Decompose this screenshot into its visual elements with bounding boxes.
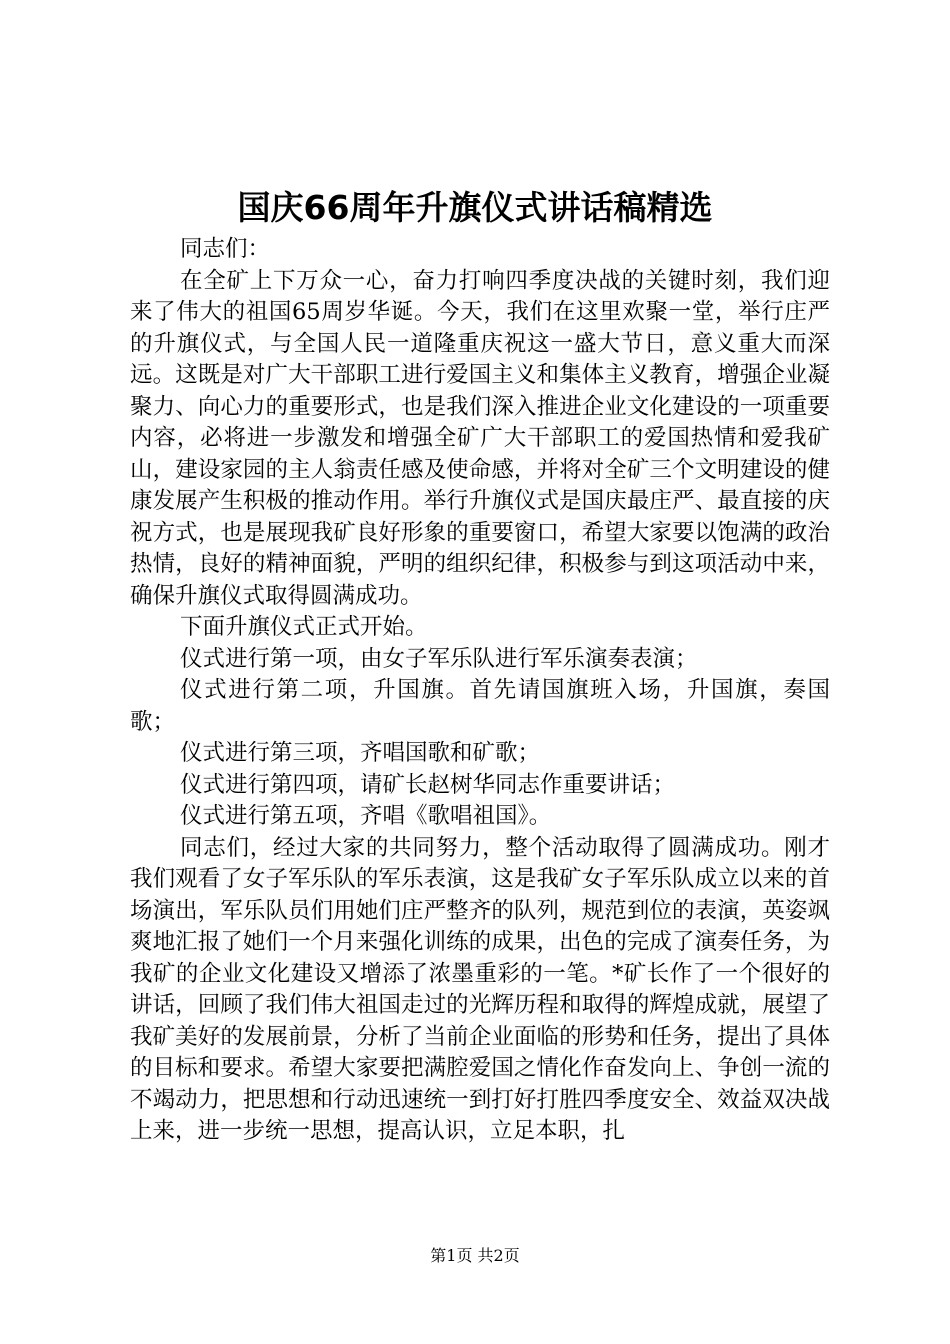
closing-paragraph: 同志们，经过大家的共同努力，整个活动取得了圆满成功。刚才我们观看了女子军乐队的军乐表演，这是我矿女子军乐队成立以来的首场演出，军乐队员们用她们庄严整齐的队列，规范到位的表演，英姿飒爽地汇报了她们一个月来强化训练的成果，出色的完成了演奏任务，为我矿的企业文化建设又增添了浓墨重彩的一笔。*矿长作了一个很好的讲话，回顾了我们伟大祖国走过的光辉历程和取得的辉煌成就，展望了我矿美好的发展前景，分析了当前企业面临的形势和任务，提出了具体的目标和要求。希望大家要把满腔爱国之情化作奋发向上、争创一流的不竭动力，把思想和行动迅速统一到打好打胜四季度安全、效益双决战上来，进一步统一思想，提高认识，立足本职，扎 bbox=[130, 834, 830, 1144]
ceremony-step-1: 仪式进行第一项，由女子军乐队进行军乐演奏表演； bbox=[180, 645, 698, 672]
page-number: 第1页 共2页 bbox=[430, 1246, 520, 1265]
ceremony-step-2: 仪式进行第二项，升国旗。首先请国旗班入场，升国旗，奏国歌； bbox=[130, 677, 830, 735]
opening-paragraph: 在全矿上下万众一心，奋力打响四季度决战的关键时刻，我们迎来了伟大的祖国65周岁华诞。今天，我们在这里欢聚一堂，举行庄严的升旗仪式，与全国人民一道隆重庆祝这一盛大节日，意义重大而深远。这既是对广大干部职工进行爱国主义和集体主义教育，增强企业凝聚力、向心力的重要形式，也是我们深入推进企业文化建设的一项重要内容，必将进一步激发和增强全矿广大干部职工的爱国热情和爱我矿山，建设家园的主人翁责任感及使命感，并将对全矿三个文明建设的健康发展产生积极的推动作用。举行升旗仪式是国庆最庄严、最直接的庆祝方式，也是展现我矿良好形象的重要窗口，希望大家要以饱满的政治热情，良好的精神面貌，严明的组织纪律，积极参与到这项活动中来，确保升旗仪式取得圆满成功。 bbox=[130, 267, 830, 609]
ceremony-step-4: 仪式进行第四项，请矿长赵树华同志作重要讲话； bbox=[180, 771, 676, 798]
greeting-paragraph: 同志们： bbox=[180, 236, 271, 262]
ceremony-step-3: 仪式进行第三项，齐唱国歌和矿歌； bbox=[180, 740, 541, 766]
document-title: 国庆66周年升旗仪式讲话稿精选 bbox=[237, 188, 713, 227]
ceremony-start-paragraph: 下面升旗仪式正式开始。 bbox=[180, 614, 428, 640]
ceremony-step-5: 仪式进行第五项，齐唱《歌唱祖国》。 bbox=[180, 803, 552, 829]
document-body bbox=[130, 234, 830, 1148]
